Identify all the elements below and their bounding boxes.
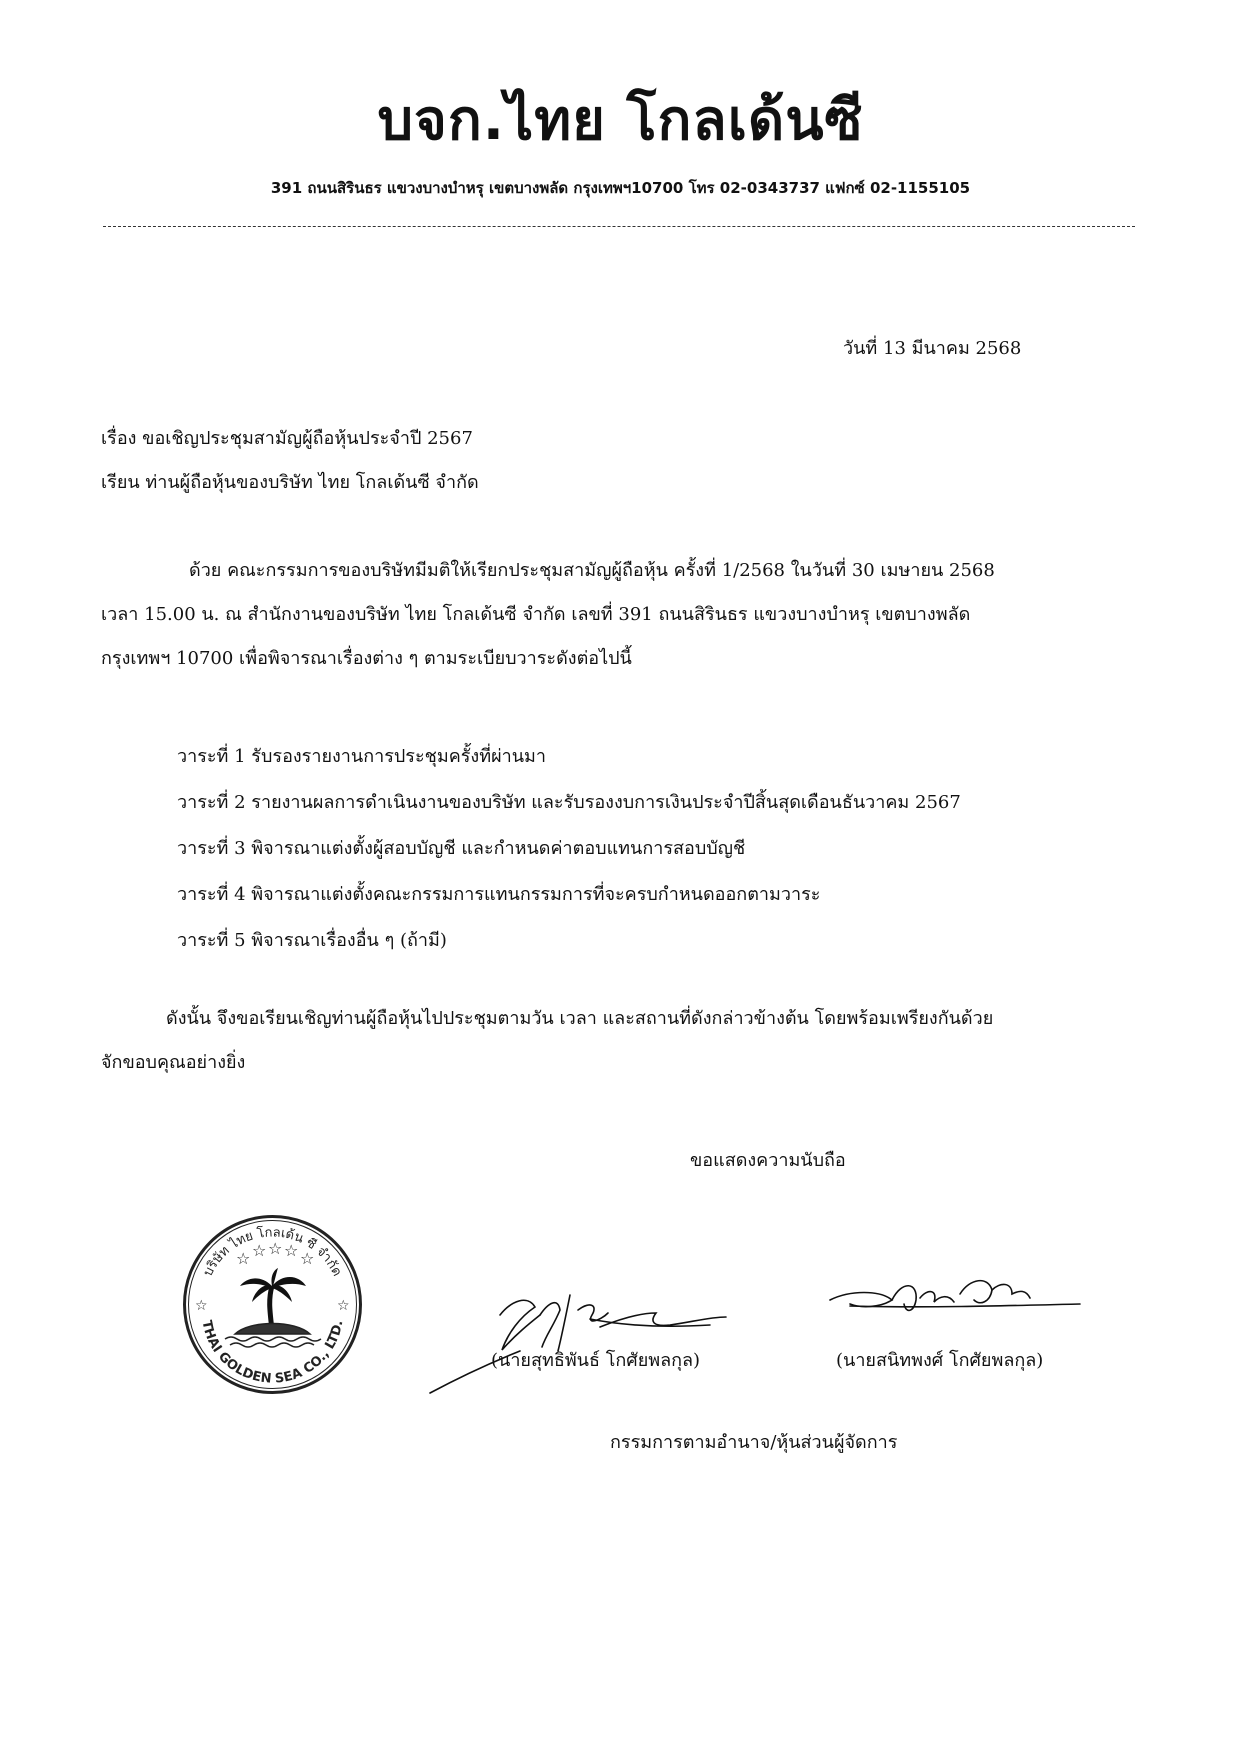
letter-recipient: เรียน ท่านผู้ถือหุ้นของบริษัท ไทย โกลเด้นซี จำกัด bbox=[101, 472, 479, 493]
letter-date: วันที่ 13 มีนาคม 2568 bbox=[843, 338, 1022, 359]
signatory-position: กรรมการตามอำนาจ/หุ้นส่วนผู้จัดการ bbox=[610, 1432, 898, 1453]
paragraph-line: ดังนั้น จึงขอเรียนเชิญท่านผู้ถือหุ้นไปประชุมตามวัน เวลา และสถานที่ดังกล่าวข้างต้น โดยพร้อมเพรียงกันด้วย bbox=[166, 1008, 994, 1029]
company-name: บจก.ไทย โกลเด้นซี bbox=[377, 88, 864, 153]
signature-graphic bbox=[820, 1260, 1120, 1330]
palm-tree-icon bbox=[240, 1268, 306, 1330]
svg-text:☆: ☆ bbox=[300, 1249, 315, 1268]
agenda-item: วาระที่ 4 พิจารณาแต่งตั้งคณะกรรมการแทนกรรมการที่จะครบกำหนดออกตามวาระ bbox=[177, 884, 821, 905]
company-address: 391 ถนนสิรินธร แขวงบางบำหรุ เขตบางพลัด กรุงเทพฯ10700 โทร 02-0343737 แฟกซ์ 02-1155105 bbox=[270, 179, 971, 197]
signature-graphic bbox=[420, 1255, 800, 1395]
signature-2-image bbox=[820, 1260, 1120, 1330]
seal-graphic bbox=[180, 1212, 365, 1397]
agenda-item: วาระที่ 2 รายงานผลการดำเนินงานของบริษัท และรับรองงบการเงินประจำปีสิ้นสุดเดือนธันวาคม 2567 bbox=[177, 792, 961, 813]
company-seal bbox=[180, 1212, 365, 1397]
paragraph-line: เวลา 15.00 น. ณ สำนักงานของบริษัท ไทย โกลเด้นซี จำกัด เลขที่ 391 ถนนสิรินธร แขวงบางบำหรุ เขตบางพลัด bbox=[101, 604, 971, 625]
signatory-1-name: (นายสุทธิพันธ์ โกศัยพลกุล) bbox=[491, 1350, 701, 1371]
paragraph-line: กรุงเทพฯ 10700 เพื่อพิจารณาเรื่องต่าง ๆ ตามระเบียบวาระดังต่อไปนี้ bbox=[101, 648, 632, 669]
letter-subject: เรื่อง ขอเชิญประชุมสามัญผู้ถือหุ้นประจำปี 2567 bbox=[101, 428, 473, 449]
agenda-list bbox=[177, 734, 961, 964]
svg-text:☆: ☆ bbox=[252, 1241, 267, 1260]
svg-text:☆: ☆ bbox=[284, 1241, 299, 1260]
closing-phrase: ขอแสดงความนับถือ bbox=[690, 1150, 846, 1171]
svg-text:☆: ☆ bbox=[195, 1298, 208, 1314]
seal-bottom-text: THAI GOLDEN SEA CO., LTD. bbox=[198, 1319, 347, 1387]
svg-text:☆: ☆ bbox=[236, 1249, 251, 1268]
signatory-2-name: (นายสนิทพงศ์ โกศัยพลกุล) bbox=[836, 1350, 1044, 1371]
agenda-item: วาระที่ 5 พิจารณาเรื่องอื่น ๆ (ถ้ามี) bbox=[177, 930, 447, 951]
signature-1-image bbox=[420, 1255, 800, 1395]
svg-text:☆: ☆ bbox=[268, 1239, 283, 1258]
seal-top-text: บริษัท ไทย โกลเด้น ซี จำกัด bbox=[200, 1225, 345, 1279]
svg-text:☆: ☆ bbox=[337, 1298, 350, 1314]
header-divider bbox=[103, 226, 1135, 227]
agenda-item: วาระที่ 1 รับรองรายงานการประชุมครั้งที่ผ่านมา bbox=[177, 746, 547, 767]
paragraph-line: จักขอบคุณอย่างยิ่ง bbox=[101, 1052, 246, 1073]
paragraph-line: ด้วย คณะกรรมการของบริษัทมีมติให้เรียกประชุมสามัญผู้ถือหุ้น ครั้งที่ 1/2568 ในวันที่ 30 เมษายน 2568 bbox=[189, 560, 995, 581]
island-waves-icon bbox=[225, 1324, 321, 1348]
agenda-item: วาระที่ 3 พิจารณาแต่งตั้งผู้สอบบัญชี และกำหนดค่าตอบแทนการสอบบัญชี bbox=[177, 838, 746, 859]
